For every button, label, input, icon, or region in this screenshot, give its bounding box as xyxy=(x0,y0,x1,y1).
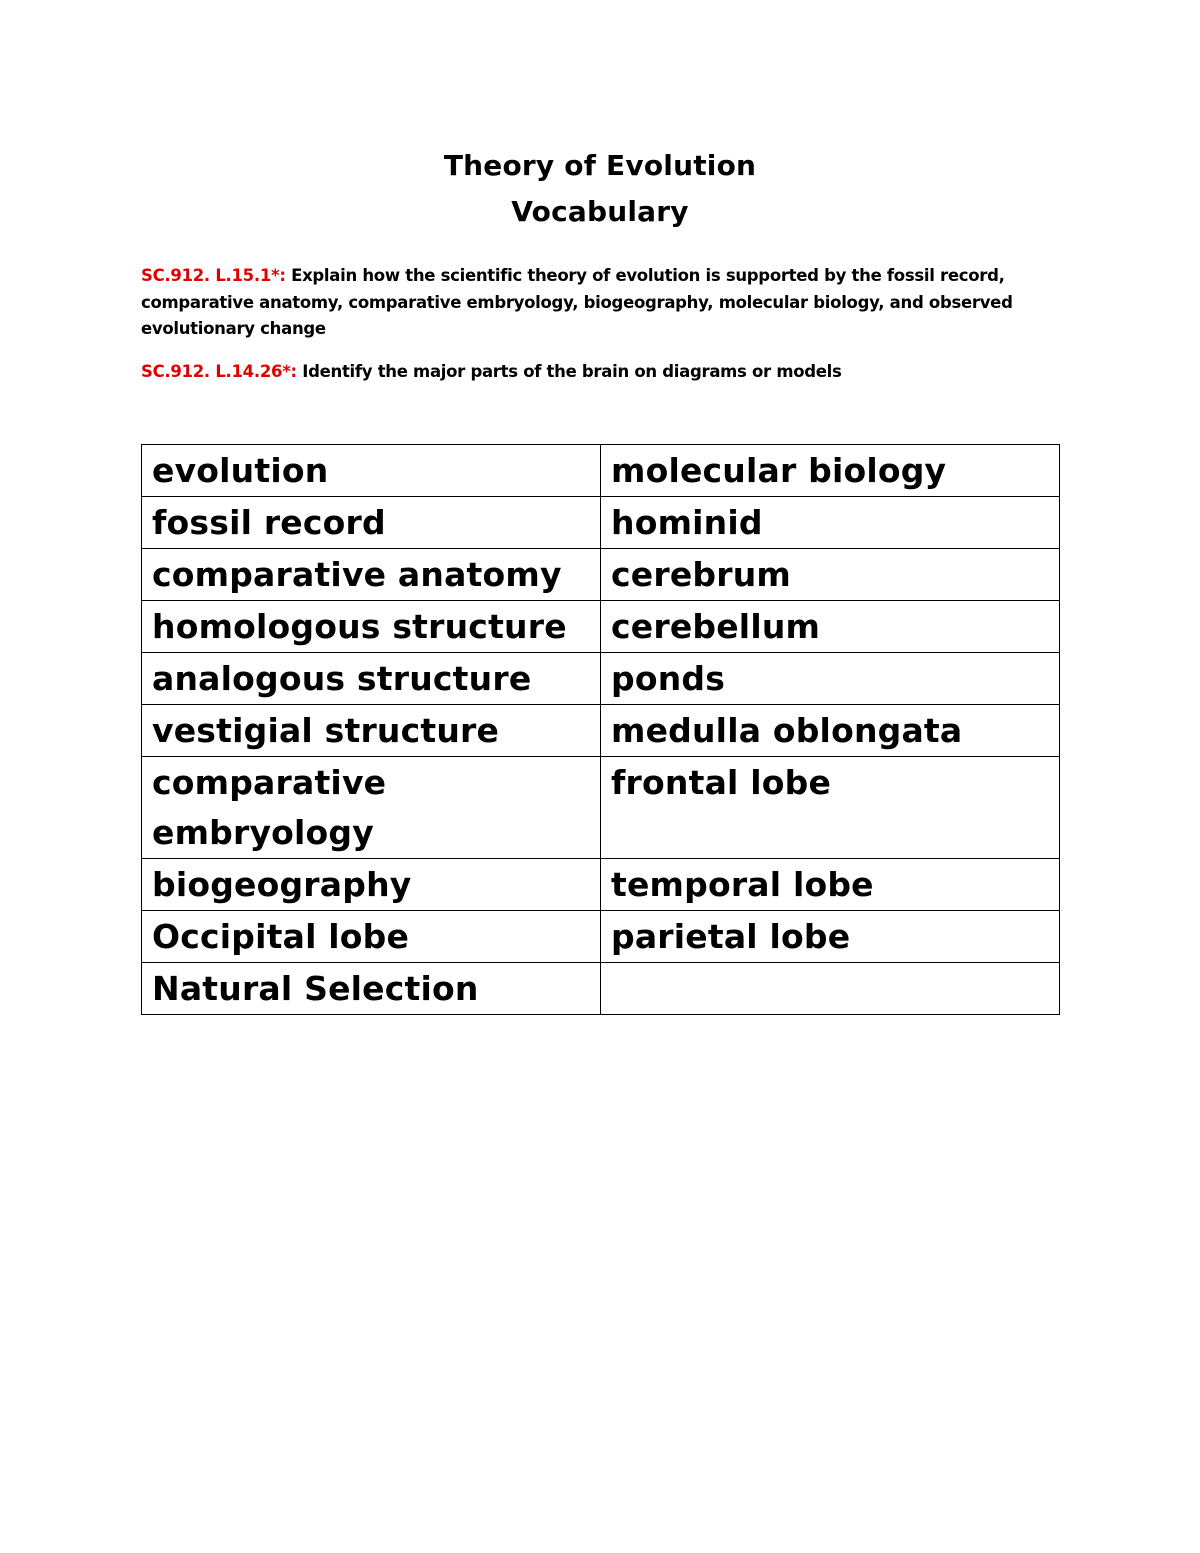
vocab-term: ponds xyxy=(601,653,1060,705)
standard-item xyxy=(141,263,1061,343)
table-row xyxy=(142,601,1060,653)
table-row xyxy=(142,859,1060,911)
vocab-term: vestigial structure xyxy=(142,705,601,757)
table-row xyxy=(142,445,1060,497)
vocab-term: temporal lobe xyxy=(601,859,1060,911)
table-row xyxy=(142,549,1060,601)
vocab-term: cerebellum xyxy=(601,601,1060,653)
vocab-term: comparative embryology xyxy=(142,757,601,859)
standard-code: SC.912. L.15.1*: xyxy=(141,266,286,285)
vocab-term: Occipital lobe xyxy=(142,911,601,963)
vocab-term: molecular biology xyxy=(601,445,1060,497)
table-row xyxy=(142,653,1060,705)
standard-item xyxy=(141,359,1061,386)
standard-text: Identify the major parts of the brain on diagrams or models xyxy=(302,361,842,381)
standard-code: SC.912. L.14.26*: xyxy=(141,361,297,381)
page-subtitle: Vocabulary xyxy=(511,195,689,228)
vocab-term: comparative anatomy xyxy=(142,549,601,601)
vocab-term: evolution xyxy=(142,445,601,497)
vocab-term: Natural Selection xyxy=(142,963,601,1015)
standards-list xyxy=(141,263,1061,385)
vocab-term-empty xyxy=(601,963,1060,1015)
vocab-term: homologous structure xyxy=(142,601,601,653)
page-title: Theory of Evolution xyxy=(443,149,757,182)
vocab-term: fossil record xyxy=(142,497,601,549)
standard-text: Explain how the scientific theory of evolution is supported by the fossil record, comparative anatomy, comparative embryology, biogeography, molecular biology, and observed evolutionary change xyxy=(141,266,1013,338)
table-row xyxy=(142,911,1060,963)
vocab-term: cerebrum xyxy=(601,549,1060,601)
vocab-term: medulla oblongata xyxy=(601,705,1060,757)
vocab-term: frontal lobe xyxy=(601,757,1060,859)
vocabulary-table xyxy=(141,444,1060,1015)
vocab-term: biogeography xyxy=(142,859,601,911)
table-row xyxy=(142,497,1060,549)
table-row xyxy=(142,963,1060,1015)
vocab-term: hominid xyxy=(601,497,1060,549)
table-row xyxy=(142,757,1060,859)
vocab-term: parietal lobe xyxy=(601,911,1060,963)
table-row xyxy=(142,705,1060,757)
title-block xyxy=(0,143,1200,235)
vocab-term: analogous structure xyxy=(142,653,601,705)
